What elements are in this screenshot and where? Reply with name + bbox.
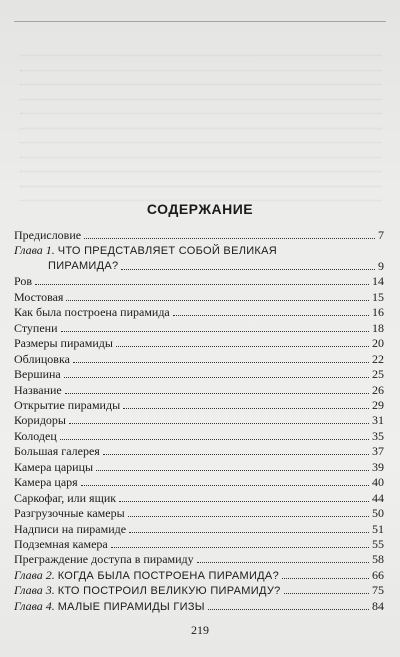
toc-entry <box>14 536 384 551</box>
toc-entry-title <box>14 521 126 537</box>
section-title: Открытие пирамиды <box>14 397 121 412</box>
show-through-text <box>14 0 388 200</box>
toc-page-number: 44 <box>372 490 384 505</box>
toc-entry-title <box>14 443 100 459</box>
header-rule <box>14 21 386 22</box>
toc-entry <box>14 273 384 288</box>
toc-page-number: 50 <box>372 506 384 521</box>
section-title: Мостовая <box>14 289 64 304</box>
toc-entry <box>14 382 384 397</box>
toc-entry-title <box>14 474 78 490</box>
toc-entry <box>14 397 384 412</box>
toc-entry-title <box>14 273 32 289</box>
dot-leader <box>111 547 369 548</box>
toc-entry-title <box>14 366 61 382</box>
toc-entry-title <box>14 598 205 615</box>
toc-page-number: 51 <box>372 521 384 536</box>
dot-leader <box>116 346 369 347</box>
toc-entry-title <box>14 459 93 475</box>
toc-entry <box>14 227 384 242</box>
section-title: Ров <box>14 274 33 289</box>
section-title: Как была построена пирамида <box>14 305 170 320</box>
dot-leader <box>284 593 369 594</box>
section-title: Коридоры <box>14 413 66 428</box>
chapter-title: ЧТО ПРЕДСТАВЛЯЕТ СОБОЙ ВЕЛИКАЯ <box>57 245 278 258</box>
toc-entry <box>14 551 384 566</box>
dot-leader <box>96 470 369 471</box>
toc-entry <box>14 428 384 443</box>
toc-entry <box>14 459 384 474</box>
toc-entry <box>14 320 384 335</box>
toc-page-number: 40 <box>372 475 384 490</box>
toc-entry <box>14 598 384 613</box>
toc-entry <box>14 366 384 381</box>
toc-entry-title <box>14 304 170 320</box>
ghost-line <box>20 150 382 158</box>
ghost-line <box>20 106 382 114</box>
toc-entry <box>14 443 384 458</box>
toc-entry <box>14 304 384 319</box>
toc-page-number: 29 <box>372 397 384 412</box>
toc-page-number: 18 <box>372 320 384 335</box>
chapter-title: КТО ПОСТРОИЛ ВЕЛИКУЮ ПИРАМИДУ? <box>57 585 281 598</box>
section-title: Разгрузочные камеры <box>14 506 125 521</box>
toc-page-number: 9 <box>378 258 384 273</box>
toc-page-number: 25 <box>372 367 384 382</box>
toc-entry-title <box>14 397 120 413</box>
section-title: Название <box>14 382 62 397</box>
toc-page-number: 58 <box>372 552 384 567</box>
toc-entry-title <box>14 289 63 305</box>
section-title: Колодец <box>14 428 57 443</box>
section-title: Камера царя <box>14 475 78 490</box>
dot-leader <box>129 532 369 533</box>
toc-page-number: 66 <box>372 567 384 582</box>
section-title: Подземная камера <box>14 537 108 551</box>
ghost-line <box>20 121 382 129</box>
toc-entry-title <box>14 505 125 521</box>
section-title: Камера царицы <box>14 459 94 474</box>
dot-leader <box>66 300 369 301</box>
dot-leader <box>208 609 369 610</box>
chapter-number: Глава 2. <box>14 567 55 582</box>
ghost-line <box>20 48 382 56</box>
toc-entry-title <box>14 335 113 351</box>
section-title: Преграждение доступа в пирамиду <box>14 552 194 567</box>
toc-entry <box>14 335 384 350</box>
toc-entry <box>14 490 384 505</box>
toc-page-number: 84 <box>372 598 384 613</box>
section-title: Большая галерея <box>14 444 100 459</box>
ghost-line <box>20 193 382 201</box>
toc-entry <box>14 242 384 273</box>
ghost-line <box>20 135 382 143</box>
dot-leader <box>64 377 369 378</box>
toc-entry-title <box>14 582 281 599</box>
dot-leader <box>103 454 369 455</box>
dot-leader <box>60 439 369 440</box>
chapter-number: Глава 3. <box>14 583 55 598</box>
toc-entry-title <box>14 551 194 567</box>
dot-leader <box>69 423 369 424</box>
toc-entry <box>14 412 384 427</box>
page-number: 219 <box>191 623 209 637</box>
dot-leader <box>119 501 369 502</box>
section-title: Ступени <box>14 320 58 335</box>
section-title: Предисловие <box>14 228 82 242</box>
ghost-line <box>20 179 382 187</box>
section-title: Надписи на пирамиде <box>14 521 127 536</box>
dot-leader <box>61 331 369 332</box>
toc-page-number: 26 <box>372 382 384 397</box>
toc-entry-title <box>14 382 62 398</box>
toc-page-number: 39 <box>372 459 384 474</box>
toc-entry <box>14 505 384 520</box>
toc-entry-title <box>14 351 70 367</box>
chapter-title: КОГДА БЫЛА ПОСТРОЕНА ПИРАМИДА? <box>57 569 279 582</box>
toc-entry-title <box>14 227 81 243</box>
toc-entry-title <box>14 412 66 428</box>
toc-entry <box>14 582 384 597</box>
chapter-number: Глава 4. <box>14 598 55 613</box>
chapter-title-continued: ПИРАМИДА? <box>48 259 119 272</box>
toc-page-number: 75 <box>372 583 384 598</box>
ghost-line <box>20 92 382 100</box>
toc-page-number: 7 <box>378 228 384 242</box>
section-title: Саркофаг, или ящик <box>14 490 117 505</box>
toc-page-number: 15 <box>372 289 384 304</box>
toc-page-number: 35 <box>372 428 384 443</box>
dot-leader <box>73 362 369 363</box>
dot-leader <box>121 269 375 270</box>
toc-page-number: 14 <box>372 274 384 289</box>
dot-leader <box>282 578 369 579</box>
dot-leader <box>65 393 369 394</box>
toc-entry-title <box>14 490 116 506</box>
section-title: Размеры пирамиды <box>14 336 113 351</box>
toc-entry <box>14 289 384 304</box>
toc-entry <box>14 567 384 582</box>
toc-entry-title <box>14 536 108 552</box>
toc-entry-title <box>14 428 57 444</box>
dot-leader <box>173 315 369 316</box>
dot-leader <box>197 562 369 563</box>
toc-entry-title <box>14 242 277 259</box>
toc-entry-title <box>14 567 279 584</box>
dot-leader <box>81 485 369 486</box>
section-title: Облицовка <box>14 351 70 366</box>
toc-page-number: 37 <box>372 444 384 459</box>
ghost-running-head <box>385 4 389 15</box>
toc-page-number: 16 <box>372 305 384 320</box>
toc-page-number: 55 <box>372 537 384 551</box>
chapter-number: Глава 1. <box>14 243 55 258</box>
toc-page-number: 20 <box>372 336 384 351</box>
toc-page-number: 31 <box>372 413 384 428</box>
ghost-line <box>20 77 382 85</box>
dot-leader <box>84 238 375 239</box>
dot-leader <box>35 284 369 285</box>
dot-leader <box>123 408 369 409</box>
ghost-line <box>20 164 382 172</box>
dot-leader <box>128 516 369 517</box>
section-title: Вершина <box>14 367 61 382</box>
toc-entry <box>14 351 384 366</box>
chapter-title: МАЛЫЕ ПИРАМИДЫ ГИЗЫ <box>57 600 205 613</box>
toc-entry <box>14 474 384 489</box>
toc-page-number: 22 <box>372 351 384 366</box>
ghost-line <box>20 63 382 71</box>
toc-heading: СОДЕРЖАНИЕ <box>146 201 254 217</box>
toc-entry <box>14 521 384 536</box>
toc-entry-title <box>14 320 58 336</box>
